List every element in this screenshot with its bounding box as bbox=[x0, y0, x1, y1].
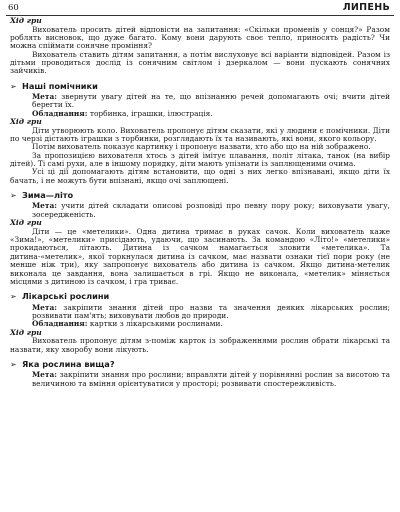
goal-label: Мета: bbox=[32, 92, 57, 101]
game-title-text: Наші помічники bbox=[22, 80, 98, 91]
game-goal bbox=[10, 304, 390, 321]
goal-text: закріпити знання про рослини; вправляти дітей у порівнянні рослин за висотою та величиною та вміння орієнтуватися у просторі; розвивати спостережливість. bbox=[32, 370, 390, 388]
game-procedure-label: Хід гри bbox=[10, 327, 42, 337]
goal-text: закріпити знання дітей про назви та значення деяких лікарських рослин; розвивати пам'ять; виховувати любов до природи. bbox=[32, 302, 390, 320]
game-title bbox=[10, 360, 390, 369]
goal-label: Мета: bbox=[32, 201, 57, 211]
game-equipment bbox=[10, 320, 390, 328]
game-procedure-label: Хід гри bbox=[10, 117, 42, 127]
equipment-text: картки з лікарськими рослинами. bbox=[87, 319, 223, 329]
game-title bbox=[10, 191, 390, 200]
paragraph: Усі ці дії допомагають дітям встановити, що одні з них легко впізнавані, якщо діти їх бачать, і не можуть бути впізнані, якщо очі заплющені. bbox=[10, 167, 390, 185]
paragraph: Вихователь ставить дітям запитання, а потім вислуховує всі варіанти відповідей. Разом із дітьми проводиться дослід із сонячним світлом і дзеркалом — вони пускають сонячних зайчиків. bbox=[10, 49, 390, 76]
game-title-text: Лікарські рослини bbox=[22, 291, 110, 302]
game-goal bbox=[10, 93, 390, 110]
paragraph: Вихователь пропонує дітям з-поміж карток із зображеннями рослин обрати лікарські та назвати, яку хворобу вони лікують. bbox=[10, 336, 390, 354]
page-content bbox=[10, 17, 390, 388]
paragraph: За пропозицією вихователя хтось з дітей імітує плавання, політ літака, танок (на вибір дітей). Ті самі рухи, але в іншому порядку, діти мають упізнати із заплющеними очима. bbox=[10, 150, 390, 169]
paragraph: Потім вихователь показує картинку і пропонує назвати, хто або що на ній зображено. bbox=[32, 142, 371, 152]
game-procedure-label: Хід гри bbox=[10, 16, 42, 25]
header-rule bbox=[6, 15, 394, 16]
game-title-text: Зима—літо bbox=[22, 190, 74, 201]
goal-label: Мета: bbox=[32, 370, 57, 380]
running-title: ЛИПЕНЬ bbox=[342, 2, 390, 13]
chevron-right-icon: ➢ bbox=[10, 360, 17, 369]
paragraph: Діти утворюють коло. Вихователь пропонує дітям сказати, які у людини є помічники. Діти по черзі дістають іграшки з торбинки, розглядають їх та називають, які вони, якого кольору. bbox=[10, 125, 390, 144]
game-title-text: Яка рослина вища? bbox=[22, 358, 115, 369]
game-goal bbox=[10, 371, 390, 388]
game-equipment bbox=[10, 110, 390, 118]
chevron-right-icon: ➢ bbox=[10, 292, 17, 302]
goal-text: звернути увагу дітей на те, що впізнанню речей допомагають очі; вчити дітей берегти їх. bbox=[32, 92, 390, 110]
game-procedure-label: Хід гри bbox=[10, 218, 42, 228]
game-section bbox=[10, 82, 390, 185]
game-section bbox=[10, 191, 390, 286]
equipment-label: Обладнання: bbox=[32, 319, 88, 329]
paragraph: Діти — це «метелики». Одна дитина тримає в руках сачок. Коли вихователь каже «Зима!», «метелики» присідають, удаючи, що засинають. За командою «Літо!» «метелики» прокидаються, літають. Дитина із сачком намагається зловити «метелика». Та дитина-«метелик», якої торкнулася дитина із сачком, має назвати ознаки тієї пори року (не менше ніж три), яку запропонує вихователь або дитина із сачком. Якщо дитина-метелик виконала це завдання, вона залишається в грі. Якщо не виконала, «метелик» міняється місцями з дитиною із сачком, і гра триває. bbox=[10, 226, 390, 286]
game-goal bbox=[10, 202, 390, 219]
goal-label: Мета: bbox=[32, 302, 57, 312]
equipment-label: Обладнання: bbox=[32, 108, 88, 118]
chevron-right-icon: ➢ bbox=[10, 81, 17, 91]
game-title bbox=[10, 292, 390, 301]
game-title bbox=[10, 82, 390, 91]
equipment-text: торбинка, іграшки, ілюстрація. bbox=[87, 108, 213, 118]
goal-text: учити дітей складати описові розповіді про певну пору року; виховувати увагу, зосередженість. bbox=[32, 201, 390, 219]
page-number: 60 bbox=[8, 3, 19, 13]
game-section bbox=[10, 292, 390, 354]
chevron-right-icon: ➢ bbox=[10, 191, 17, 201]
paragraph: Вихователь просить дітей відповісти на запитання: «Скільки променів у сонця?» Разом роблять висновок, що дуже багато. Кому вони дарують своє тепло, приносять радість? Чи можна спіймати сонячне проміння? bbox=[10, 24, 390, 51]
game-section bbox=[10, 360, 390, 388]
